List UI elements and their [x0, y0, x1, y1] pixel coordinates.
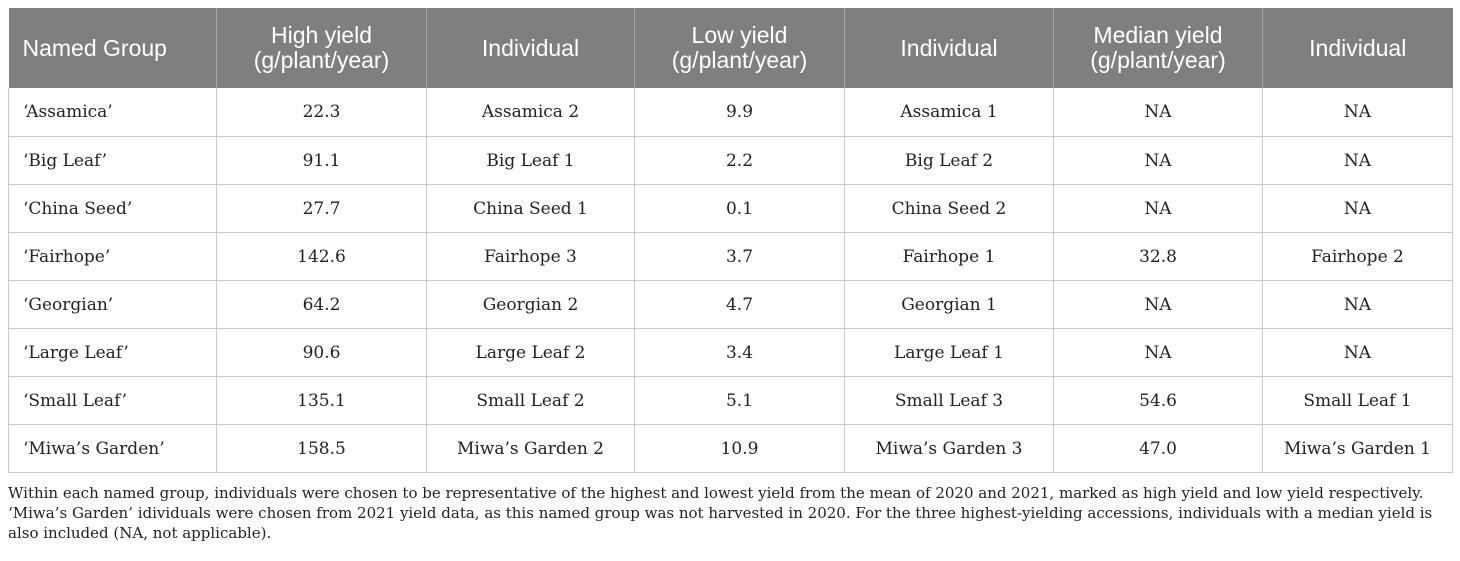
cell-median-yield: 54.6 [1054, 377, 1263, 425]
cell-individual-median: NA [1263, 329, 1453, 377]
cell-low-yield: 3.7 [635, 233, 845, 281]
table-row [9, 425, 1453, 473]
cell-named-group: ‘Georgian’ [9, 281, 217, 329]
cell-individual-low: Small Leaf 3 [845, 377, 1054, 425]
header-label: Individual [481, 34, 580, 61]
cell-low-yield: 5.1 [635, 377, 845, 425]
table-body [9, 88, 1453, 473]
header-label: Low yield [691, 22, 788, 48]
cell-high-yield: 22.3 [217, 88, 427, 137]
cell-individual-high: China Seed 1 [427, 185, 635, 233]
header-median-yield [1054, 8, 1263, 88]
cell-high-yield: 64.2 [217, 281, 427, 329]
cell-high-yield: 142.6 [217, 233, 427, 281]
cell-median-yield: 32.8 [1054, 233, 1263, 281]
cell-individual-median: NA [1263, 88, 1453, 137]
cell-named-group: ‘Big Leaf’ [9, 137, 217, 185]
cell-individual-low: China Seed 2 [845, 185, 1054, 233]
cell-median-yield: NA [1054, 281, 1263, 329]
cell-individual-high: Miwa’s Garden 2 [427, 425, 635, 473]
cell-named-group: ‘Fairhope’ [9, 233, 217, 281]
cell-individual-high: Large Leaf 2 [427, 329, 635, 377]
cell-median-yield: NA [1054, 185, 1263, 233]
cell-median-yield: NA [1054, 329, 1263, 377]
cell-individual-low: Big Leaf 2 [845, 137, 1054, 185]
cell-individual-high: Small Leaf 2 [427, 377, 635, 425]
table-row [9, 88, 1453, 137]
cell-low-yield: 4.7 [635, 281, 845, 329]
header-individual-low [845, 8, 1054, 88]
cell-low-yield: 2.2 [635, 137, 845, 185]
header-label: Named Group [22, 34, 167, 61]
header-unit: (g/plant/year) [671, 47, 808, 73]
cell-individual-high: Fairhope 3 [427, 233, 635, 281]
cell-median-yield: NA [1054, 137, 1263, 185]
cell-high-yield: 158.5 [217, 425, 427, 473]
cell-individual-low: Georgian 1 [845, 281, 1054, 329]
cell-individual-median: NA [1263, 137, 1453, 185]
cell-high-yield: 27.7 [217, 185, 427, 233]
cell-named-group: ‘Large Leaf’ [9, 329, 217, 377]
header-label: High yield [271, 22, 372, 48]
header-low-yield [635, 8, 845, 88]
table-footnote: Within each named group, individuals were chosen to be representative of the highest and lowest yield from the mean of 2020 and 2021, marked as high yield and low yield respectively. ‘Miwa’s Garden’ idividuals were chosen from 2021 yield data, as this named group was not harvested in 2020. For the three highest-yielding accessions, individuals with a median yield is also included (NA, not applicable). [8, 484, 1433, 542]
header-label: Median yield [1093, 22, 1223, 48]
cell-individual-median: NA [1263, 281, 1453, 329]
cell-individual-low: Assamica 1 [845, 88, 1054, 137]
table-row [9, 137, 1453, 185]
cell-individual-low: Miwa’s Garden 3 [845, 425, 1054, 473]
cell-median-yield: NA [1054, 88, 1263, 137]
cell-high-yield: 135.1 [217, 377, 427, 425]
header-high-yield [217, 8, 427, 88]
cell-individual-median: Small Leaf 1 [1263, 377, 1453, 425]
cell-low-yield: 10.9 [635, 425, 845, 473]
cell-individual-median: Miwa’s Garden 1 [1263, 425, 1453, 473]
header-unit: (g/plant/year) [1090, 47, 1226, 73]
header-label: Individual [1309, 34, 1407, 61]
header-row [9, 8, 1453, 88]
header-individual-high [427, 8, 635, 88]
table-row [9, 377, 1453, 425]
table-row [9, 329, 1453, 377]
header-label: Individual [900, 34, 998, 61]
cell-low-yield: 0.1 [635, 185, 845, 233]
cell-individual-median: NA [1263, 185, 1453, 233]
cell-individual-high: Assamica 2 [427, 88, 635, 137]
header-named-group [9, 8, 217, 88]
table-row [9, 233, 1453, 281]
table-row [9, 185, 1453, 233]
cell-individual-high: Georgian 2 [427, 281, 635, 329]
cell-individual-low: Fairhope 1 [845, 233, 1054, 281]
table-header [9, 8, 1453, 88]
header-individual-median [1263, 8, 1453, 88]
cell-named-group: ‘Miwa’s Garden’ [9, 425, 217, 473]
cell-named-group: ‘China Seed’ [9, 185, 217, 233]
cell-individual-median: Fairhope 2 [1263, 233, 1453, 281]
cell-named-group: ‘Small Leaf’ [9, 377, 217, 425]
cell-median-yield: 47.0 [1054, 425, 1263, 473]
yield-table-container [8, 8, 1452, 473]
header-unit: (g/plant/year) [253, 47, 390, 73]
cell-high-yield: 91.1 [217, 137, 427, 185]
cell-individual-high: Big Leaf 1 [427, 137, 635, 185]
cell-high-yield: 90.6 [217, 329, 427, 377]
cell-named-group: ‘Assamica’ [9, 88, 217, 137]
cell-individual-low: Large Leaf 1 [845, 329, 1054, 377]
yield-table [8, 8, 1453, 473]
table-row [9, 281, 1453, 329]
cell-low-yield: 9.9 [635, 88, 845, 137]
cell-low-yield: 3.4 [635, 329, 845, 377]
